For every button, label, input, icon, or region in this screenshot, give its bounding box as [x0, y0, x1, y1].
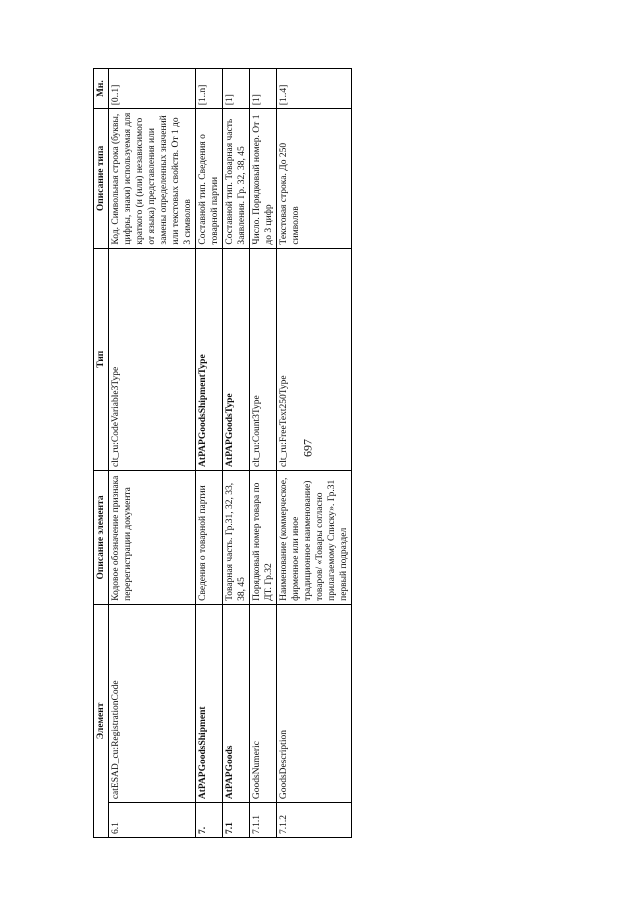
row-type: clt_ru:CodeVariable3Type [109, 248, 196, 470]
table-row [196, 69, 223, 838]
row-type-description: Текстовая строка. До 250 символов [277, 109, 352, 248]
header-multiplicity: Мн. [94, 69, 109, 109]
row-type-description: Число. Порядковый номер. От 1 до 3 цифр [250, 109, 277, 248]
row-number: 7.1.1 [250, 803, 277, 838]
row-number: 7.1.2 [277, 803, 352, 838]
table-row [277, 69, 352, 838]
table-body [109, 69, 352, 838]
table-row [109, 69, 196, 838]
header-type: Тип [94, 248, 109, 470]
page-number: 697 [300, 439, 315, 457]
row-type: AtPAPGoodsShipmentType [196, 248, 223, 470]
row-element: AtPAPGoodsShipment [196, 604, 223, 802]
row-element-description: Сведения о товарной партии [196, 470, 223, 604]
elements-table [93, 68, 352, 838]
row-number: 7. [196, 803, 223, 838]
row-number: 7.1 [223, 803, 250, 838]
table-row [223, 69, 250, 838]
header-type-description: Описание типа [94, 109, 109, 248]
row-type: clt_ru:Count3Type [250, 248, 277, 470]
table-row [250, 69, 277, 838]
row-type: clt_ru:FreeText250Type [277, 248, 352, 470]
row-multiplicity: [1] [223, 69, 250, 109]
row-element: catESAD_cu:RegistrationCode [109, 604, 196, 802]
row-element: GoodsDescription [277, 604, 352, 802]
row-type-description: Код. Символьная строка (буквы, цифры, знаки) используемая для краткого (и (или) независимого от языка) представления или замены определенных значений или текстовых свойств. От 1 до 3 символов [109, 109, 196, 248]
row-multiplicity: [1] [250, 69, 277, 109]
row-element-description: Порядковый номер товара по ДТ. Гр.32 [250, 470, 277, 604]
header-element: Элемент [94, 604, 109, 837]
row-element-description: Кодовое обозначение признака перерегистрации документа [109, 470, 196, 604]
table-header-row [94, 69, 109, 838]
row-type-description: Составной тип. Сведения о товарной партии [196, 109, 223, 248]
row-type: AtPAPGoodsType [223, 248, 250, 470]
row-element-description: Товарная часть. Гр.31, 32, 33, 38, 45 [223, 470, 250, 604]
row-element: AtPAPGoods [223, 604, 250, 802]
row-multiplicity: [0..1] [109, 69, 196, 109]
row-multiplicity: [1..4] [277, 69, 352, 109]
row-multiplicity: [1..n] [196, 69, 223, 109]
header-element-description: Описание элемента [94, 470, 109, 604]
elements-table-container [93, 68, 513, 838]
row-number: 6.1 [109, 803, 196, 838]
row-element: GoodsNumeric [250, 604, 277, 802]
row-type-description: Составной тип. Товарная часть Заявления. Гр. 32, 38, 45 [223, 109, 250, 248]
row-element-description: Наименование (коммерческое, фирменное или иное традиционное наименование) товаров/ «Товары согласно прилагаемому Списку». Гр.31 первый подраздел [277, 470, 352, 604]
